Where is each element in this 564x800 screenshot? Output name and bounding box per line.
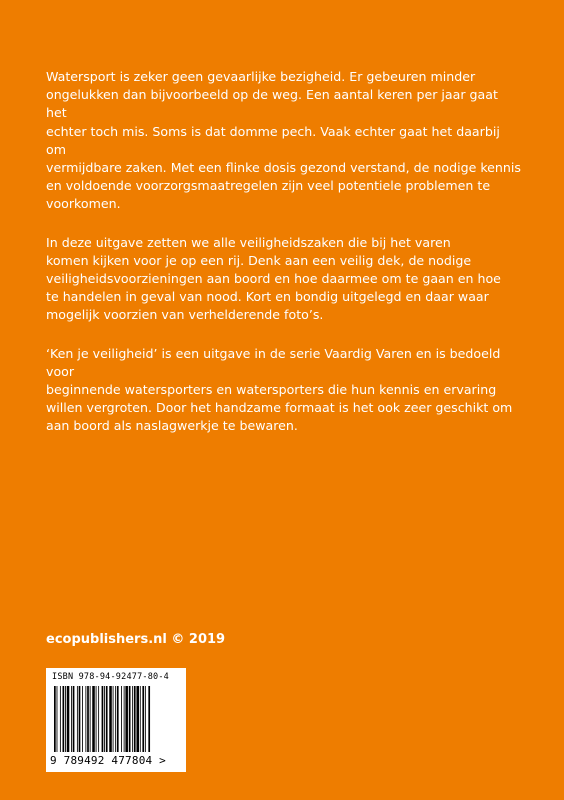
barcode-bar xyxy=(65,686,66,752)
barcode-bar xyxy=(87,686,89,752)
barcode-bar xyxy=(60,686,61,752)
barcode-bar xyxy=(136,686,139,752)
barcode-bar xyxy=(92,686,95,752)
blurb-paragraph-2: In deze uitgave zetten we alle veiligheidszaken die bij het varen komen kijken voor je op een rij. Denk aan een veilig dek, de nodige veiligheidsvoorzieningen aan boord en hoe daarmee om te gaan en hoe te handelen in geval van nood. Kort en bondig uitgelegd en daar waar mogelijk voorzien van verhelderende foto’s. xyxy=(46,234,501,323)
barcode-bar xyxy=(113,686,114,752)
barcode-bar xyxy=(57,686,58,752)
blurb-text xyxy=(46,68,522,456)
barcode-bar xyxy=(90,686,91,752)
barcode-bar xyxy=(117,686,119,752)
barcode-bar xyxy=(121,686,122,752)
barcode-bar xyxy=(145,686,146,752)
blurb-paragraph-3: ‘Ken je veiligheid’ is een uitgave in de serie Vaardig Varen en is bedoeld voor beginnende watersporters en watersporters die hun kennis en ervaring willen vergroten. Door het handzame formaat is het ook zeer geschikt om aan boord als naslagwerkje te bewaren. xyxy=(46,345,513,434)
barcode-bar xyxy=(132,686,133,752)
barcode-bar xyxy=(67,686,70,752)
barcode-bar xyxy=(102,686,104,752)
barcode-bar xyxy=(77,686,78,752)
barcode-bar xyxy=(106,686,108,752)
barcode-bar xyxy=(98,686,99,752)
barcode-bar xyxy=(104,686,105,752)
barcode-bar xyxy=(73,686,75,752)
barcode-bar xyxy=(79,686,81,752)
isbn-barcode xyxy=(46,668,186,772)
barcode-bar xyxy=(124,686,125,752)
barcode-digits: 9 789492 477804 > xyxy=(50,754,166,767)
barcode-bar xyxy=(71,686,72,752)
barcode-bar xyxy=(140,686,141,752)
barcode-bar xyxy=(54,686,56,752)
barcode-bar xyxy=(148,686,150,752)
barcode-bar xyxy=(82,686,83,752)
isbn-label: ISBN 978-94-92477-80-4 xyxy=(52,672,169,682)
publisher-copyright: ecopublishers.nl © 2019 xyxy=(46,632,226,647)
barcode-bar xyxy=(134,686,136,752)
barcode-bar xyxy=(125,686,128,752)
barcode-bar xyxy=(109,686,112,752)
barcode-bar xyxy=(115,686,116,752)
barcode-bar xyxy=(129,686,131,752)
barcode-bar xyxy=(63,686,65,752)
barcode-bars xyxy=(54,686,178,752)
blurb-paragraph-1: Watersport is zeker geen gevaarlijke bezigheid. Er gebeuren minder ongelukken dan bijvoorbeeld op de weg. Een aantal keren per jaar gaat het echter toch mis. Soms is dat domme pech. Vaak echter gaat het daarbij om vermijdbare zaken. Met een flinke dosis gezond verstand, de nodige kennis en voldoende voorzorgsmaatregelen zijn veel potentiele problemen te voorkomen. xyxy=(46,69,521,212)
barcode-bar xyxy=(96,686,97,752)
barcode-bar xyxy=(85,686,86,752)
barcode-bar xyxy=(142,686,144,752)
